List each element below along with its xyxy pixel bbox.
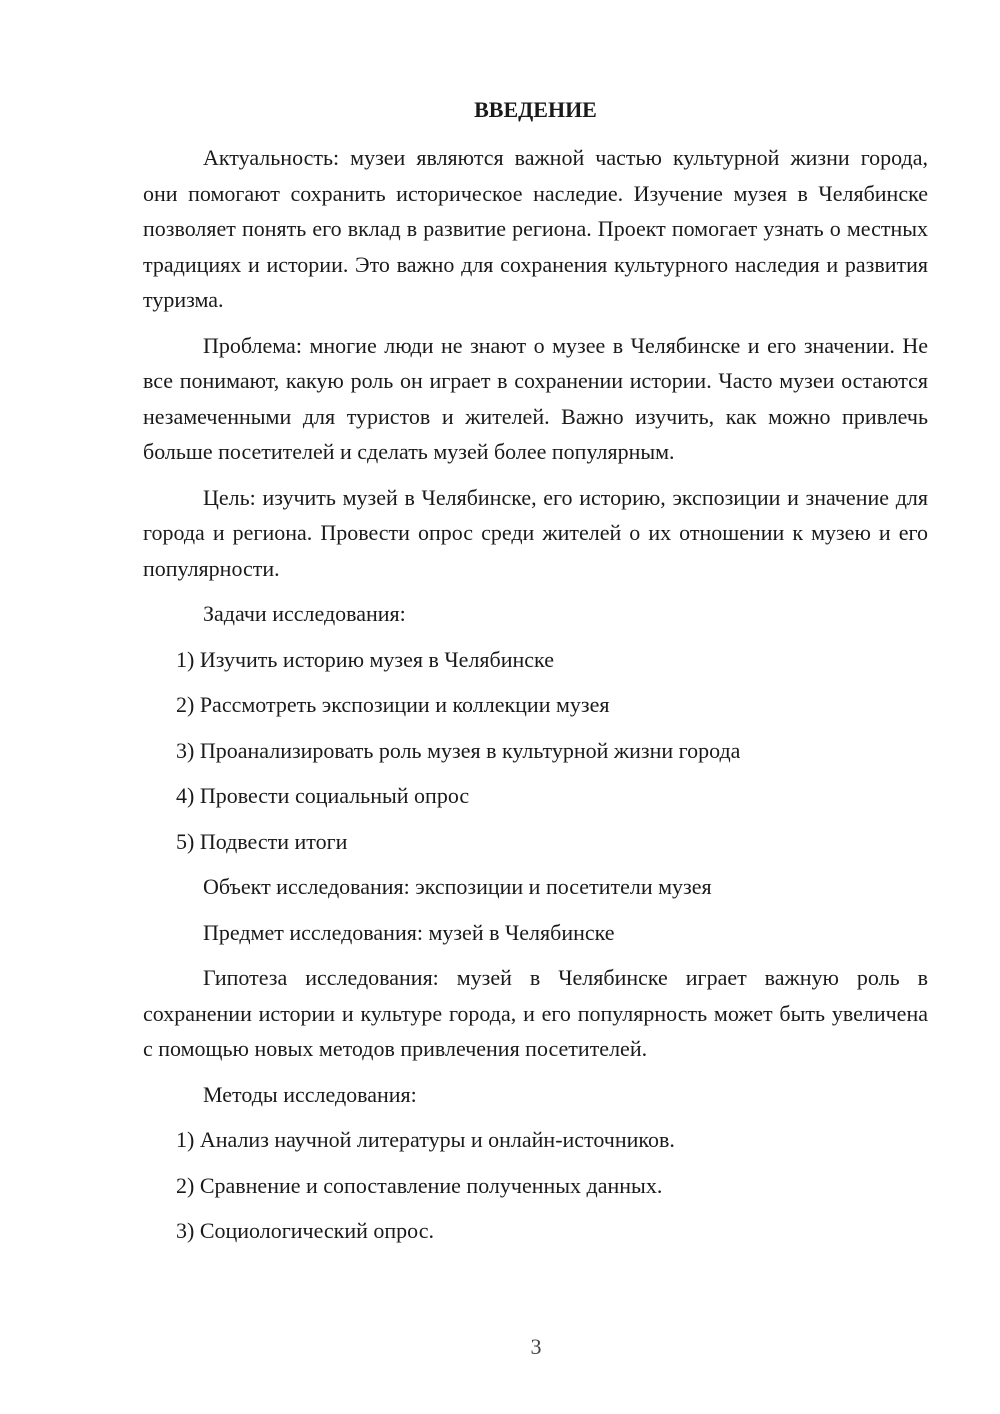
methods-heading: Методы исследования: xyxy=(203,1081,417,1107)
document-page xyxy=(143,94,928,1259)
list-item: 2) Сравнение и сопоставление полученных данных. xyxy=(176,1172,663,1198)
hypothesis-paragraph: Гипотеза исследования: музей в Челябинске играет важную роль в сохранении истории и культуре города, и его популярность может быть увеличена с помощью новых методов привлечения посетителей. xyxy=(143,965,928,1061)
list-item: 1) Анализ научной литературы и онлайн-источников. xyxy=(176,1127,675,1152)
tasks-list xyxy=(143,642,928,860)
research-subject: Предмет исследования: музей в Челябинске xyxy=(203,919,615,945)
list-item: 4) Провести социальный опрос xyxy=(176,783,470,808)
list-item: 1) Изучить историю музея в Челябинске xyxy=(176,646,554,672)
page-number: 3 xyxy=(530,1334,542,1359)
list-item: 2) Рассмотреть экспозиции и коллекции музея xyxy=(176,692,610,717)
tasks-heading: Задачи исследования: xyxy=(203,601,406,626)
page-title: ВВЕДЕНИЕ xyxy=(474,97,597,122)
list-item: 3) Проанализировать роль музея в культурной жизни города xyxy=(176,737,741,763)
goal-paragraph: Цель: изучить музей в Челябинске, его историю, экспозиции и значение для города и региона. Провести опрос среди жителей о их отношении к музею и его популярности. xyxy=(143,484,928,581)
methods-list xyxy=(143,1122,928,1249)
research-object: Объект исследования: экспозиции и посетители музея xyxy=(203,874,712,899)
list-item: 5) Подвести итоги xyxy=(176,828,348,854)
problem-paragraph: Проблема: многие люди не знают о музее в Челябинске и его значении. Не все понимают, какую роль он играет в сохранении истории. Часто музеи остаются незамеченными для туристов и жителей. Важно изучить, как можно привлечь больше посетителей и сделать музей более популярным. xyxy=(143,332,928,464)
list-item: 3) Социологический опрос. xyxy=(176,1218,434,1243)
relevance-paragraph: Актуальность: музеи являются важной частью культурной жизни города, они помогают сохранить историческое наследие. Изучение музея в Челябинске позволяет понять его вклад в развитие региона. Проект помогает узнать о местных традициях и истории. Это важно для сохранения культурного наследия и развития туризма. xyxy=(143,145,928,312)
